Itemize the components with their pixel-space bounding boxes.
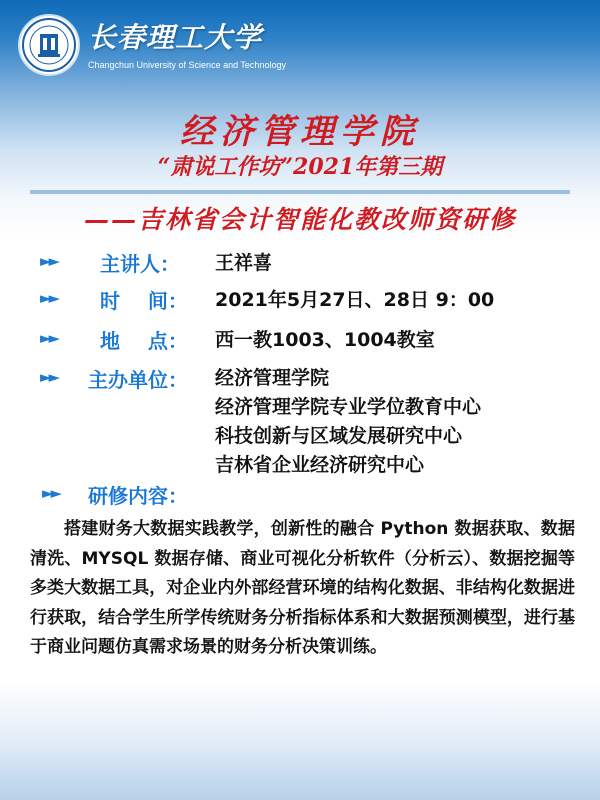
college-title: 经济管理学院: [180, 112, 420, 152]
series-title: “肃说工作坊”2021年第三期: [157, 154, 443, 180]
speaker-value: 王祥喜: [215, 252, 273, 274]
speaker-row: [0, 248, 600, 278]
organizer-item: 科技创新与区域发展研究中心: [215, 425, 463, 447]
organizer-item: 经济管理学院专业学位教育中心: [215, 396, 482, 418]
place-value: 西一教1003、1004教室: [215, 329, 435, 351]
content-paragraph: 搭建财务大数据实践教学，创新性的融合 Python 数据获取、数据清洗、MYSQL 数据存储、商业可视化分析软件（分析云）、数据挖掘等多类大数据工具，对企业内外部经营环境的结构化数据、非结构化数据进行获取，结合学生所学传统财务分析指标体系和大数据预测模型，进行基于商业问题仿真需求场景的财务分析决策训练。: [30, 519, 575, 657]
place-row: [0, 325, 600, 355]
content-label: 研修内容：: [88, 484, 188, 508]
double-arrow-right-icon: ►►: [42, 484, 60, 502]
double-arrow-right-icon: ►►: [40, 329, 58, 347]
divider: [30, 190, 570, 194]
double-arrow-right-icon: ►►: [40, 368, 58, 386]
speaker-label: 主讲人：: [100, 252, 180, 276]
place-label: 地 点：: [100, 329, 188, 353]
organizer-label: 主办单位：: [88, 368, 188, 392]
university-name-english: Changchun University of Science and Technology: [88, 60, 286, 70]
organizer-item: 吉林省企业经济研究中心: [215, 454, 425, 476]
event-subtitle: ——吉林省会计智能化教改师资研修: [83, 205, 516, 234]
time-row: [0, 285, 600, 315]
time-label: 时 间：: [100, 289, 188, 313]
time-value: 2021年5月27日、28日 9：00: [215, 289, 495, 311]
double-arrow-right-icon: ►►: [40, 252, 58, 270]
organizer-item: 经济管理学院: [215, 367, 330, 389]
university-name: 长春理工大学: [88, 21, 263, 54]
content-row: [0, 480, 600, 510]
double-arrow-right-icon: ►►: [40, 289, 58, 307]
university-seal-icon: [18, 14, 80, 76]
header-banner: [0, 0, 600, 90]
organizer-list: [215, 364, 481, 480]
